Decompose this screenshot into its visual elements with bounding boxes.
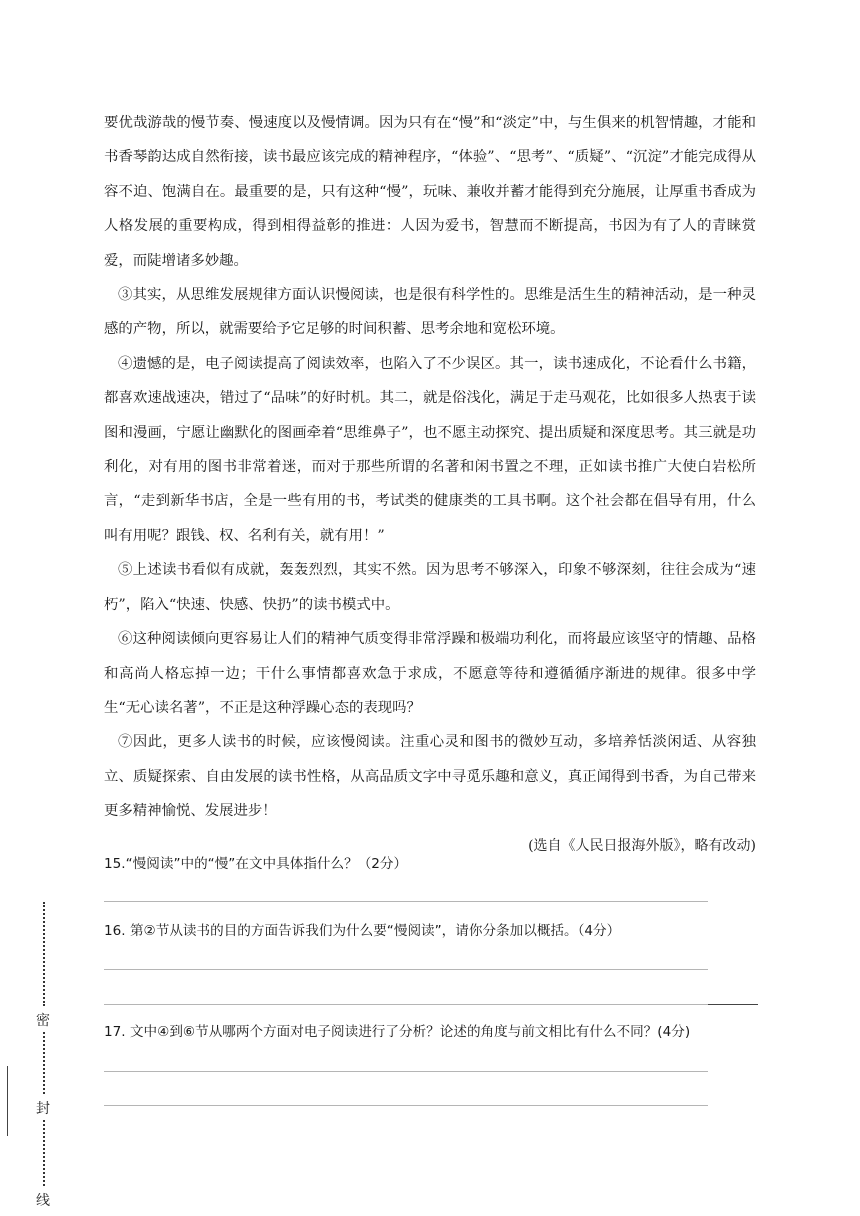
seal-dotted-line: [43, 1120, 45, 1186]
answer-line[interactable]: [104, 1071, 708, 1072]
question-text: 15.“慢阅读”中的“慢”在文中具体指什么？（2分）: [104, 856, 408, 872]
article-paragraph: ⑥这种阅读倾向更容易让人们的精神气质变得非常浮躁和极端功利化，而将最应该坚守的情趣、品格和高尚人格忘掉一边；干什么事情都喜欢急于求成，不愿意等待和遵循循序渐进的规律。很多中学生“无心读名著”，不正是这种浮躁心态的表现吗？: [104, 631, 756, 716]
answer-line[interactable]: [104, 1105, 708, 1106]
seal-dotted-line: [43, 1032, 45, 1094]
answer-line[interactable]: [104, 969, 708, 970]
name-field-line: [7, 1066, 8, 1136]
article-body: [104, 106, 756, 863]
question-15: [104, 854, 407, 874]
answer-line[interactable]: [104, 901, 708, 902]
article-paragraph: ④遗憾的是，电子阅读提高了阅读效率，也陷入了不少误区。其一，读书速成化，不论看什么书籍，都喜欢速战速决，错过了“品味”的好时机。其二，就是俗浅化，满足于走马观花，比如很多人热衷于读图和漫画，宁愿让幽默化的图画牵着“思维鼻子”，也不愿主动探究、提出质疑和深度思考。其三就是功利化，对有用的图书非常着迷，而对于那些所谓的名著和闲书置之不理，正如读书推广大使白岩松所言，“走到新华书店，全是一些有用的书，考试类的健康类的工具书啊。这个社会都在倡导有用，什么叫有用呢？跟钱、权、名利有关，就有用！”: [104, 355, 756, 544]
question-text: 17. 文中④到⑥节从哪两个方面对电子阅读进行了分析？论述的角度与前文相比有什么不同？(4分): [104, 1024, 691, 1040]
article-paragraph: ③其实，从思维发展规律方面认识慢阅读，也是很有科学性的。思维是活生生的精神活动，是一种灵感的产物，所以，就需要给予它足够的时间积蓄、思考余地和宽松环境。: [104, 287, 756, 338]
seal-dotted-line: [43, 902, 45, 1006]
seal-char-feng: 封: [36, 1101, 50, 1117]
score-rule: [708, 1004, 758, 1005]
binding-margin: [0, 0, 80, 1216]
article-source: (选自《人民日报海外版》，略有改动): [528, 837, 756, 854]
answer-line[interactable]: [104, 1004, 708, 1005]
seal-char-mi: 密: [36, 1013, 50, 1029]
question-text: 16. 第②节从读书的目的方面告诉我们为什么要“慢阅读”，请你分条加以概括。（4分）: [104, 923, 621, 939]
question-17: [104, 1022, 690, 1042]
article-paragraph: ⑦因此，更多人读书的时候，应该慢阅读。注重心灵和图书的微妙互动，多培养恬淡闲适、从容独立、质疑探索、自由发展的读书性格，从高品质文字中寻觅乐趣和意义，真正闻得到书香，为自己带来更多精神愉悦、发展进步！: [104, 734, 756, 820]
question-16: [104, 921, 620, 941]
seal-char-xian: 线: [36, 1193, 50, 1209]
article-paragraph: ⑤上述读书看似有成就，轰轰烈烈，其实不然。因为思考不够深入，印象不够深刻，往往会成为“速朽”，陷入“快速、快感、快扔”的读书模式中。: [104, 562, 756, 613]
article-paragraph: 要优哉游哉的慢节奏、慢速度以及慢情调。因为只有在“慢”和“淡定”中，与生俱来的机智情趣，才能和书香琴韵达成自然衔接，读书最应该完成的精神程序，“体验”、“思考”、“质疑”、“沉淀”才能完成得从容不迫、饱满自在。最重要的是，只有这种“慢”，玩味、兼收并蓄才能得到充分施展，让厚重书香成为人格发展的重要构成，得到相得益彰的推进：人因为爱书，智慧而不断提高，书因为有了人的青睐赏爱，而陡增诸多妙趣。: [104, 115, 756, 269]
